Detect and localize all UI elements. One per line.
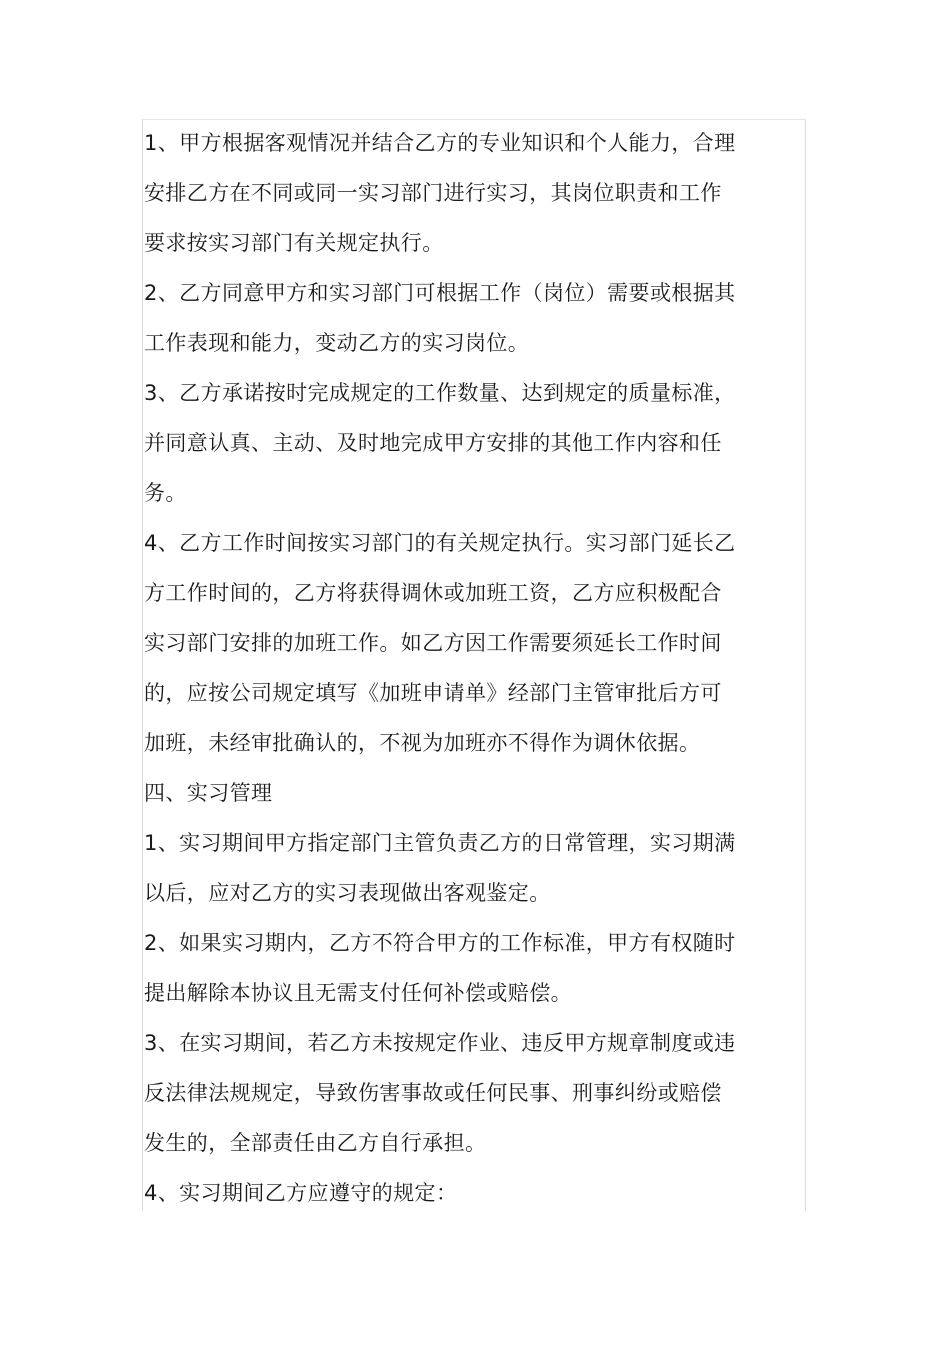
text-line: 3、乙方承诺按时完成规定的工作数量、达到规定的质量标准， bbox=[144, 381, 736, 405]
text-line: 并同意认真、主动、及时地完成甲方安排的其他工作内容和任 bbox=[144, 431, 722, 455]
text-line: 以后，应对乙方的实习表现做出客观鉴定。 bbox=[144, 881, 551, 905]
document-body bbox=[144, 118, 764, 1218]
section-heading: 四、实习管理 bbox=[144, 781, 273, 805]
text-line: 提出解除本协议且无需支付任何补偿或赔偿。 bbox=[144, 981, 572, 1005]
text-line: 工作表现和能力，变动乙方的实习岗位。 bbox=[144, 331, 530, 355]
text-line: 发生的，全部责任由乙方自行承担。 bbox=[144, 1131, 487, 1155]
text-line: 方工作时间的，乙方将获得调休或加班工资，乙方应积极配合 bbox=[144, 581, 722, 605]
text-line: 务。 bbox=[144, 481, 187, 505]
text-line: 反法律法规规定，导致伤害事故或任何民事、刑事纠纷或赔偿 bbox=[144, 1081, 722, 1105]
text-line: 实习部门安排的加班工作。如乙方因工作需要须延长工作时间 bbox=[144, 631, 722, 655]
text-line: 4、实习期间乙方应遵守的规定： bbox=[144, 1181, 458, 1205]
text-line: 4、乙方工作时间按实习部门的有关规定执行。实习部门延长乙 bbox=[144, 531, 736, 555]
text-line: 1、实习期间甲方指定部门主管负责乙方的日常管理，实习期满 bbox=[144, 831, 736, 855]
text-line: 2、如果实习期内，乙方不符合甲方的工作标准，甲方有权随时 bbox=[144, 931, 736, 955]
text-line: 的，应按公司规定填写《加班申请单》经部门主管审批后方可 bbox=[144, 681, 722, 705]
text-line: 2、乙方同意甲方和实习部门可根据工作（岗位）需要或根据其 bbox=[144, 281, 736, 305]
text-line: 3、在实习期间，若乙方未按规定作业、违反甲方规章制度或违 bbox=[144, 1031, 736, 1055]
text-line: 加班，未经审批确认的，不视为加班亦不得作为调休依据。 bbox=[144, 731, 701, 755]
text-line: 要求按实习部门有关规定执行。 bbox=[144, 231, 444, 255]
text-line: 1、甲方根据客观情况并结合乙方的专业知识和个人能力，合理 bbox=[144, 131, 736, 155]
text-line: 安排乙方在不同或同一实习部门进行实习，其岗位职责和工作 bbox=[144, 181, 722, 205]
